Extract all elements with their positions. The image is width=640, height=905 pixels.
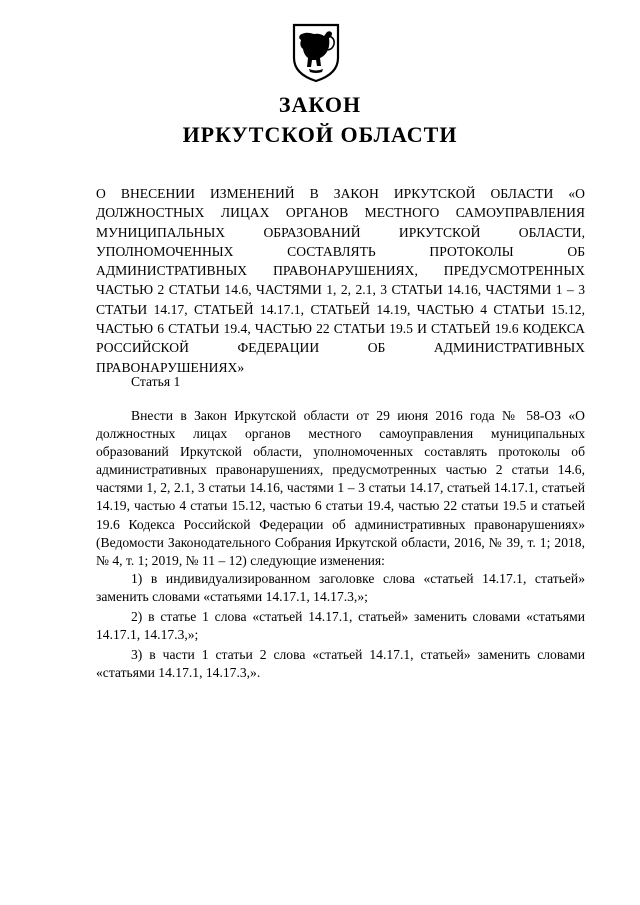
list-item: 1) в индивидуализированном заголовке слова «статьей 14.17.1, статьей» заменить словами «статьями 14.17.1, 14.17.3,»; [96, 570, 585, 604]
law-heading: О ВНЕСЕНИИ ИЗМЕНЕНИЙ В ЗАКОН ИРКУТСКОЙ ОБЛАСТИ «О ДОЛЖНОСТНЫХ ЛИЦАХ ОРГАНОВ МЕСТНОГО САМОУПРАВЛЕНИЯ МУНИЦИПАЛЬНЫХ ОБРАЗОВАНИЙ ИРКУТСКОЙ ОБЛАСТИ, УПОЛНОМОЧЕННЫХ СОСТАВЛЯТЬ ПРОТОКОЛЫ ОБ АДМИНИСТРАТИВНЫХ ПРАВОНАРУШЕНИЯХ, ПРЕДУСМОТРЕННЫХ ЧАСТЬЮ 2 СТАТЬИ 14.6, ЧАСТЯМИ 1, 2, 2.1, 3 СТАТЬИ 14.16, ЧАСТЯМИ 1 – 3 СТАТЬИ 14.17, СТАТЬЕЙ 14.17.1, СТАТЬЕЙ 14.19, ЧАСТЬЮ 4 СТАТЬИ 15.12, ЧАСТЬЮ 6 СТАТЬИ 19.4, ЧАСТЬЮ 22 СТАТЬИ 19.5 И СТАТЬЕЙ 19.6 КОДЕКСА РОССИЙСКОЙ ФЕДЕРАЦИИ ОБ АДМИНИСТРАТИВНЫХ ПРАВОНАРУШЕНИЯХ» [96, 186, 585, 375]
law-subtitle: ИРКУТСКОЙ ОБЛАСТИ [182, 122, 458, 147]
coat-of-arms-icon [291, 22, 341, 84]
law-title: ЗАКОН [278, 92, 362, 117]
list-item: 3) в части 1 статьи 2 слова «статьей 14.17.1, статьей» заменить словами «статьями 14.17.1, 14.17.3,». [96, 647, 585, 681]
list-item: 2) в статье 1 слова «статьей 14.17.1, статьей» заменить словами «статьями 14.17.1, 14.17.3,»; [96, 609, 585, 643]
paragraph-intro: Внести в Закон Иркутской области от 29 июня 2016 года № 58-ОЗ «О должностных лицах органов местного самоуправления муниципальных образований Иркутской области, уполномоченных составлять протоколы об административных правонарушениях, предусмотренных частью 2 статьи 14.6, частями 1, 2, 2.1, 3 статьи 14.16, частями 1 – 3 статьи 14.17, статьей 14.17.1, статьей 14.19, частью 4 статьи 15.12, частью 6 статьи 19.4, частью 22 статьи 19.5 и статьей 19.6 Кодекса Российской Федерации об административных правонарушениях» (Ведомости Законодательного Собрания Иркутской области, 2016, № 39, т. 1; 2018, № 4, т. 1; 2019, № 11 – 12) следующие изменения: [96, 408, 585, 568]
article-body [96, 407, 585, 684]
article-label: Статья 1 [131, 374, 181, 389]
